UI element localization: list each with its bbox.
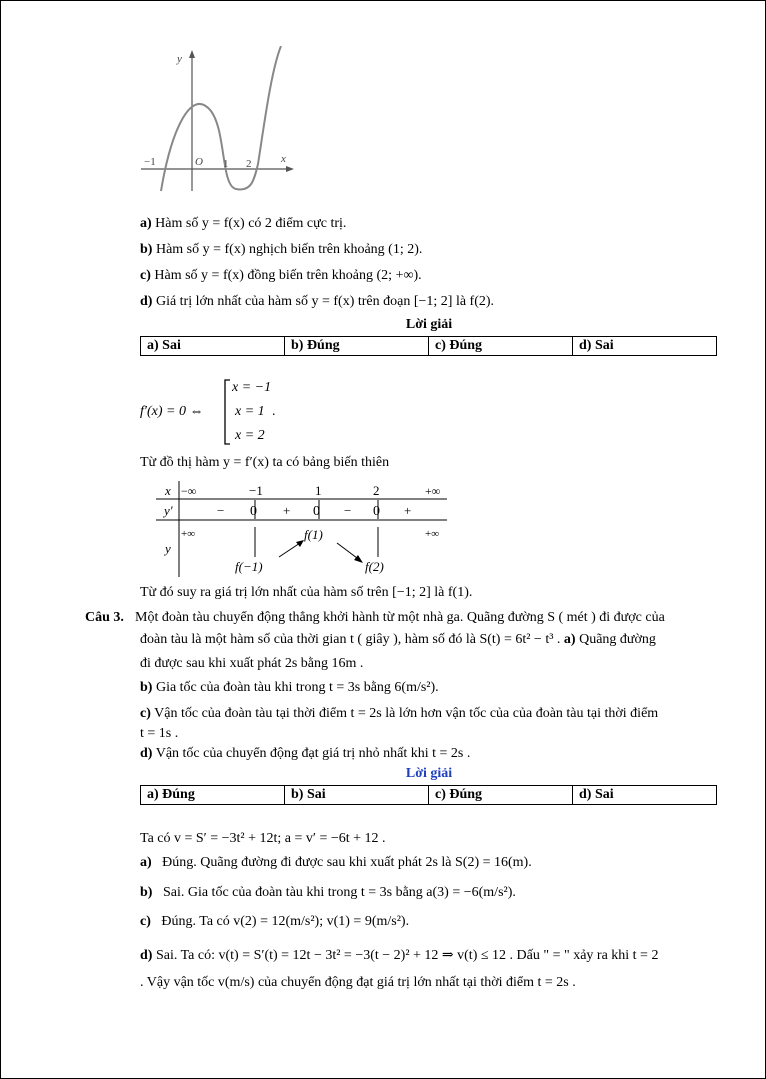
q2-statement-c: c) Hàm số y = f(x) đồng biến trên khoảng (2; +∞). xyxy=(140,268,422,283)
q2-table-intro: Từ đồ thị hàm y = f′(x) ta có bảng biến thiên xyxy=(140,455,390,470)
q3-answer-b: b) Sai xyxy=(285,786,429,805)
vt-yp-label: y′ xyxy=(164,503,173,518)
q3-solution-c: c) Đúng. Ta có v(2) = 12(m/s²); v(1) = 9(m/s²). xyxy=(140,914,410,929)
q3-answer-table xyxy=(140,785,717,805)
q2-answer-d: d) Sai xyxy=(573,337,717,356)
vt-sign-1: − xyxy=(217,503,225,518)
q2-eq-dot: . xyxy=(272,404,276,419)
q2-solution-title: Lời giải xyxy=(405,317,453,332)
q3-line-3: đi được sau khi xuất phát 2s bằng 16m . xyxy=(140,656,364,671)
q3-solution-b: b) Sai. Gia tốc của đoàn tàu khi trong t = 3s bằng a(3) = −6(m/s²). xyxy=(140,885,516,900)
vt-f-2: f(2) xyxy=(365,559,384,574)
vt-x-label: x xyxy=(165,483,171,498)
graph-tick-2: 2 xyxy=(246,158,252,170)
variation-table xyxy=(151,479,451,579)
q2-eq-case-2: x = 1 xyxy=(235,404,265,419)
vt-y-label: y xyxy=(165,541,171,556)
vt-sign-4: + xyxy=(404,503,412,518)
q3-statement-d: d) Vận tốc của chuyển động đạt giá trị nhỏ nhất khi t = 2s . xyxy=(140,746,471,761)
vt-x-neg-inf: −∞ xyxy=(181,484,197,498)
vt-zero-2: 0 xyxy=(313,504,320,519)
vt-zero-3: 0 xyxy=(373,504,380,519)
q3-statement-c: c) Vận tốc của đoàn tàu tại thời điểm t = 2s là lớn hơn vận tốc của của đoàn tàu tại thời điểm xyxy=(140,706,659,721)
q3-solution-a: a) Đúng. Quãng đường đi được sau khi xuất phát 2s là S(2) = 16(m). xyxy=(140,855,532,870)
q3-answer-a: a) Đúng xyxy=(141,786,285,805)
q2-statement-b: b) Hàm số y = f(x) nghịch biến trên khoảng (1; 2). xyxy=(140,242,423,257)
graph-y-label: y xyxy=(177,53,182,65)
q2-eq-case-3: x = 2 xyxy=(235,428,265,443)
graph-tick-m1: −1 xyxy=(144,156,156,168)
q2-statement-d: d) Giá trị lớn nhất của hàm số y = f(x) trên đoạn [−1; 2] là f(2). xyxy=(140,294,495,309)
q2-answer-c: c) Đúng xyxy=(429,337,573,356)
q2-eq-bracket xyxy=(223,379,231,445)
vt-x-2: 2 xyxy=(373,483,380,498)
q3-solution-d: d) Sai. Ta có: v(t) = S′(t) = 12t − 3t² = −3(t − 2)² + 12 ⇒ v(t) ≤ 12 . Dấu " = " xảy ra khi t = 2 xyxy=(140,948,659,963)
vt-x-m1: −1 xyxy=(249,483,263,498)
q2-conclusion: Từ đó suy ra giá trị lớn nhất của hàm số trên [−1; 2] là f(1). xyxy=(140,585,473,600)
q3-answer-c: c) Đúng xyxy=(429,786,573,805)
vt-y-right: +∞ xyxy=(425,528,440,540)
q3-label: Câu 3. xyxy=(85,610,124,625)
graph-origin: O xyxy=(195,156,203,168)
vt-sign-2: + xyxy=(283,503,291,518)
vt-x-1: 1 xyxy=(315,483,322,498)
q3-answer-d: d) Sai xyxy=(573,786,717,805)
q2-eq-case-1: x = −1 xyxy=(232,380,272,395)
q2-eq-lhs: f′(x) = 0 ⇔ xyxy=(140,404,204,419)
q3-solution-intro: Ta có v = S′ = −3t² + 12t; a = v′ = −6t + 12 . xyxy=(140,831,386,846)
graph-x-label: x xyxy=(281,153,286,165)
q3-statement-c-cont: t = 1s . xyxy=(140,726,179,741)
vt-y-left: +∞ xyxy=(181,528,196,540)
q2-answer-a: a) Sai xyxy=(141,337,285,356)
q2-answer-b: b) Đúng xyxy=(285,337,429,356)
graph-tick-1: 1 xyxy=(223,158,229,170)
q3-solution-title: Lời giải xyxy=(405,766,453,781)
q2-statement-a: a) Hàm số y = f(x) có 2 điểm cực trị. xyxy=(140,216,347,231)
vt-x-pos-inf: +∞ xyxy=(425,484,441,498)
q3-statement-b: b) Gia tốc của đoàn tàu khi trong t = 3s bằng 6(m/s²). xyxy=(140,680,439,695)
q3-solution-d-cont: . Vậy vận tốc v(m/s) của chuyển động đạt giá trị lớn nhất tại thời điểm t = 2s . xyxy=(140,975,576,990)
vt-f-m1: f(−1) xyxy=(235,559,263,574)
q2-answer-table xyxy=(140,336,717,356)
derivative-graph xyxy=(136,46,301,196)
vt-sign-3: − xyxy=(344,503,352,518)
q3-line-1: Một đoàn tàu chuyển động thẳng khởi hành từ một nhà ga. Quãng đường S ( mét ) đi được của xyxy=(135,610,665,625)
vt-zero-1: 0 xyxy=(250,504,257,519)
vt-f-1: f(1) xyxy=(304,527,323,542)
q3-line-2: đoàn tàu là một hàm số của thời gian t ( giây ), hàm số đó là S(t) = 6t² − t³ . a) Quãng đường xyxy=(140,632,656,647)
